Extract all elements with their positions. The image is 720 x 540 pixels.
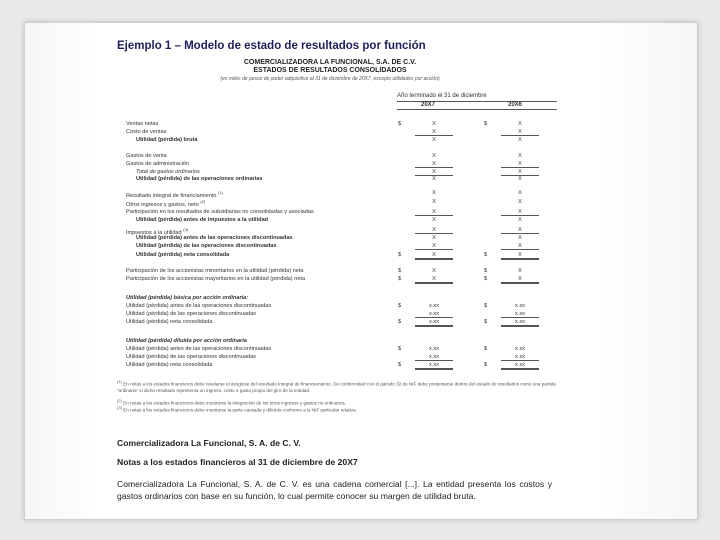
value-20x6: x.xx: [501, 319, 539, 327]
currency-symbol: $: [398, 121, 402, 127]
row-label: Utilidad (pérdida) antes de impuestos a la utilidad: [136, 217, 269, 223]
value-20x7: X: [415, 252, 453, 260]
notes-title: Notas a los estados financieros al 31 de diciembre de 20X7: [117, 457, 358, 467]
value-20x6: X: [501, 209, 539, 216]
value-20x7: X: [432, 190, 436, 196]
value-20x6: X: [501, 129, 539, 136]
value-20x6: X: [501, 227, 539, 234]
statement-row: [25, 346, 697, 354]
currency-symbol: $: [484, 252, 488, 258]
statement-row: [25, 209, 697, 217]
value-20x7: X: [415, 169, 453, 176]
value-20x7: X: [415, 276, 453, 284]
value-20x7: x.xx: [415, 362, 453, 370]
row-label: Resultado integral de financiamiento $^{(1)}$: [126, 190, 223, 199]
value-20x6: X: [518, 217, 522, 223]
currency-symbol: $: [484, 121, 488, 127]
currency-symbol: $: [484, 362, 488, 368]
value-20x6: X: [501, 169, 539, 176]
value-20x7: X: [432, 235, 436, 241]
row-label: Costo de ventas: [126, 129, 167, 135]
value-20x6: X: [518, 235, 522, 241]
statement-row: [25, 311, 697, 319]
statement-row: [25, 129, 697, 137]
value-20x7: X: [432, 153, 436, 159]
value-20x6: X: [501, 276, 539, 284]
footnote-text: En notas a los estados financieros debe mostrarse la integración de los otros ingresos y gastos no ordinarios.: [123, 400, 347, 406]
value-20x7: X: [432, 268, 436, 274]
row-label: Gastos de administración: [126, 161, 190, 167]
row-footnote-ref: (1): [218, 190, 223, 195]
value-20x7: x.xx: [429, 303, 439, 309]
row-label: Utilidad (pérdida) neta consolidada: [126, 319, 213, 325]
row-label: Gastos de venta: [126, 153, 167, 159]
row-label: Utilidad (pérdida) antes de las operaciones discontinuadas: [126, 303, 272, 309]
value-20x6: X: [518, 153, 522, 159]
value-20x7: x.xx: [429, 346, 439, 352]
currency-symbol: $: [398, 362, 402, 368]
row-label: Utilidad (pérdida) neta consolidada: [136, 252, 230, 258]
currency-symbol: $: [398, 346, 402, 352]
value-20x6: X: [518, 176, 522, 182]
value-20x6: x.xx: [501, 362, 539, 370]
statement-row: [25, 161, 697, 169]
statement-row: [25, 295, 697, 303]
value-20x7: x.xx: [415, 319, 453, 327]
row-label: Utilidad (pérdida) de las operaciones discontinuadas: [136, 243, 277, 249]
value-20x6: X: [518, 121, 522, 127]
statement-title: ESTADOS DE RESULTADOS CONSOLIDADOS: [253, 67, 407, 74]
footnote-number: (1): [117, 379, 122, 384]
statement-row: [25, 243, 697, 251]
company-name: Comercializadora La Funcional, S. A. de C. V.: [117, 438, 301, 448]
row-label: Participación de los accionistas mayoritarios en la utilidad (pérdida) neta: [126, 276, 306, 282]
currency-symbol: $: [398, 252, 402, 258]
value-20x7: X: [415, 161, 453, 168]
value-20x6: X: [518, 190, 522, 196]
statement-row: [25, 303, 697, 311]
row-label: Utilidad (pérdida) de las operaciones ordinarias: [136, 176, 263, 182]
statement-row: [25, 252, 697, 260]
year-col-2: 20X6: [508, 102, 523, 108]
period-label: Año terminado el 31 de diciembre: [397, 93, 487, 99]
statement-row: [25, 190, 697, 198]
year-col-1: 20X7: [421, 102, 436, 108]
value-20x6: X: [501, 252, 539, 260]
value-20x6: X: [501, 243, 539, 250]
currency-symbol: $: [484, 276, 488, 282]
currency-symbol: $: [484, 303, 488, 309]
statement-row: [25, 276, 697, 284]
row-label: Utilidad (pérdida) neta consolidada: [126, 362, 213, 368]
statement-row: [25, 217, 697, 225]
currency-symbol: $: [484, 319, 488, 325]
value-20x7: X: [415, 227, 453, 234]
currency-symbol: $: [398, 276, 402, 282]
footnote-text: En notas a los estados financieros debe mostrarse la parte causada y diferida conforme a la NIF particular relativa.: [123, 407, 357, 413]
value-20x7: X: [432, 137, 436, 143]
statement-row: [25, 227, 697, 235]
value-20x7: X: [432, 176, 436, 182]
value-20x6: X: [518, 199, 522, 205]
row-label: Ventas netas: [126, 121, 159, 127]
currency-symbol: $: [484, 346, 488, 352]
statement-row: [25, 268, 697, 276]
year-rule: [397, 109, 557, 110]
currency-symbol: $: [398, 319, 402, 325]
value-20x7: x.xx: [415, 354, 453, 361]
statement-row: [25, 354, 697, 362]
currency-symbol: $: [398, 303, 402, 309]
notes-paragraph: Comercializadora La Funcional, S. A. de C. V. es una cadena comercial [...]. La entidad presenta los costos y gastos ordinarios con base en su función, lo cual permite conocer su margen de utilidad bruta.: [117, 479, 552, 501]
statement-row: [25, 362, 697, 370]
units-note: (en miles de pesos de poder adquisitivo al 31 de diciembre de 20X7, excepto utilidades por acción): [220, 76, 440, 82]
slide: [24, 22, 698, 520]
slide-heading: Ejemplo 1 – Modelo de estado de resultados por función: [117, 40, 426, 52]
value-20x7: X: [432, 199, 436, 205]
statement-row: [25, 235, 697, 243]
footnote-number: (3): [117, 405, 122, 410]
row-label: Otros ingresos y gastos, neto $^{(2)}$: [126, 199, 206, 208]
row-label: Utilidad (pérdida) antes de las operaciones discontinuadas: [126, 346, 272, 352]
value-20x6: x.xx: [515, 346, 525, 352]
footnote: [117, 379, 562, 394]
value-20x6: x.xx: [501, 311, 539, 318]
row-footnote-ref: (3): [183, 227, 189, 232]
company-header: COMERCIALIZADORA LA FUNCIONAL, S.A. DE C.V.: [243, 59, 417, 66]
value-20x6: X: [518, 268, 522, 274]
row-label: Utilidad (pérdida) de las operaciones discontinuadas: [126, 311, 256, 317]
currency-symbol: $: [484, 268, 488, 274]
value-20x6: X: [501, 161, 539, 168]
row-label: Utilidad (pérdida) diluida por acción ordinaria: [126, 338, 247, 344]
row-label: Total de gastos ordinarios: [136, 169, 200, 175]
row-label: Impuestos a la utilidad $^{(3)}$: [126, 227, 189, 236]
row-label: Utilidad (pérdida) antes de las operaciones discontinuadas: [136, 235, 293, 241]
statement-row: [25, 137, 697, 145]
statement-row: [25, 153, 697, 161]
currency-symbol: $: [398, 268, 402, 274]
row-label: Utilidad (pérdida) de las operaciones discontinuadas: [126, 354, 256, 360]
value-20x7: X: [415, 209, 453, 216]
statement-row: [25, 199, 697, 207]
value-20x7: X: [415, 243, 453, 250]
footnote: [117, 405, 562, 414]
row-label: Utilidad (pérdida) básica por acción ordinaria:: [126, 295, 249, 301]
row-footnote-ref: (2): [200, 199, 206, 204]
footnote-text: En notas a los estados financieros debe revelarse el desglose del resultado integral de financiamiento. De conformidad con el párrafo 32 de NIF debe presentarse dentro del estado de resultados como una partida "ordinaria" si dicho resultado representa un ingreso, costo o gasto propio del giro de la entidad.: [117, 381, 556, 393]
value-20x7: X: [432, 217, 436, 223]
row-label: Participación de los accionistas minoritarios en la utilidad (pérdida) neta: [126, 268, 304, 274]
value-20x6: x.xx: [515, 303, 525, 309]
row-label: Participación en los resultados de subsidiarias no consolidadas y asociadas: [126, 209, 314, 215]
value-20x6: X: [518, 137, 522, 143]
value-20x7: X: [432, 121, 436, 127]
statement-row: [25, 319, 697, 327]
footnote-number: (2): [117, 398, 122, 403]
value-20x6: x.xx: [501, 354, 539, 361]
value-20x7: X: [415, 129, 453, 136]
value-20x7: x.xx: [415, 311, 453, 318]
statement-row: [25, 338, 697, 346]
statement-row: [25, 121, 697, 129]
row-label: Utilidad (pérdida) bruta: [136, 137, 198, 143]
statement-row: [25, 176, 697, 184]
